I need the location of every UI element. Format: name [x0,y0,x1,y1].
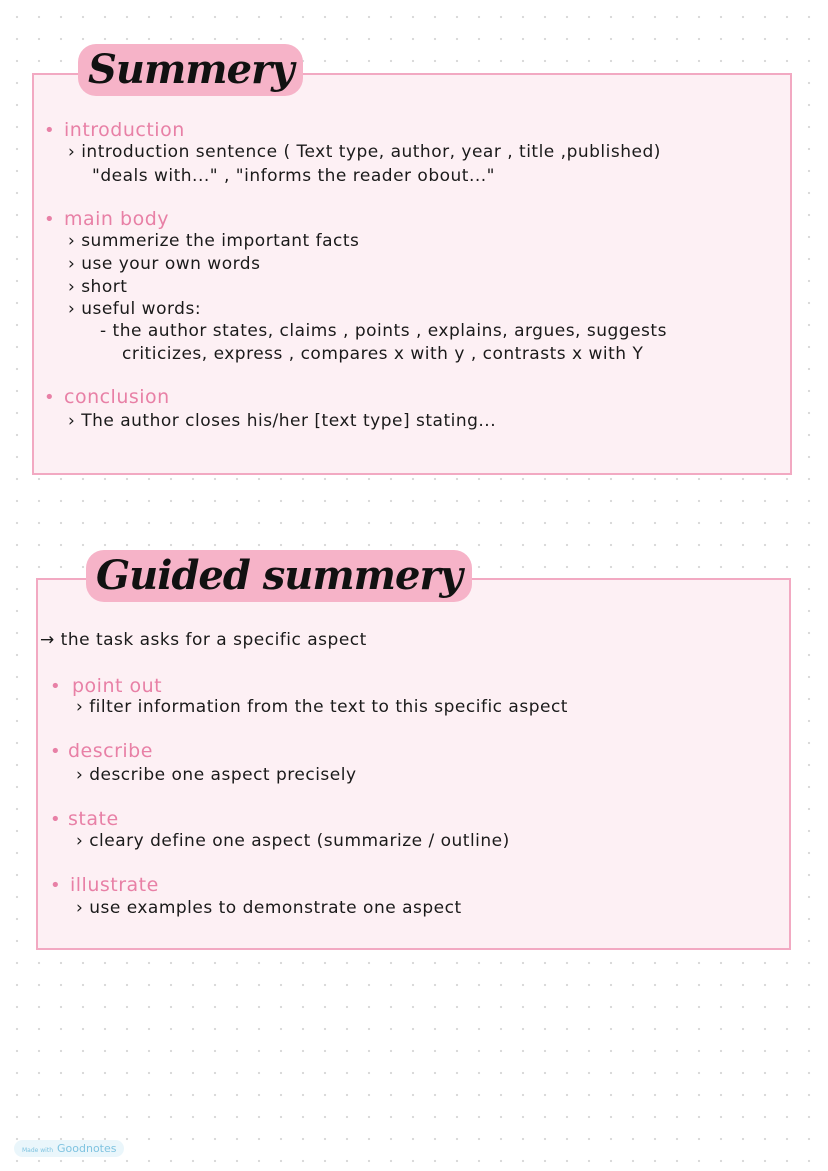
made-with-label: Made with [22,1147,53,1154]
heading-main-body: main body [64,208,170,230]
note-line: › use your own words [68,254,261,274]
note-line: › cleary define one aspect (summarize / outline) [76,831,510,851]
note-line: › useful words: [68,299,202,319]
heading-describe: describe [68,740,153,762]
note-line: › use examples to demonstrate one aspect [76,898,462,918]
note-line: › describe one aspect precisely [76,765,357,785]
note-line: → the task asks for a specific aspect [40,630,367,650]
heading-illustrate: illustrate [70,874,159,896]
note-line: › summerize the important facts [68,231,360,251]
bullet: • [44,387,55,408]
bullet: • [50,809,61,830]
heading-introduction: introduction [64,119,185,141]
heading-state: state [68,808,119,830]
goodnotes-badge [14,1140,124,1157]
note-line: - the author states, claims , points , explains, argues, suggests [100,321,667,341]
note-line: "deals with..." , "informs the reader obout..." [92,166,495,186]
note-line: › short [68,277,128,297]
note-line: › introduction sentence ( Text type, author, year , title ,published) [68,142,661,162]
note-line: › The author closes his/her [text type] stating... [68,411,497,431]
bullet: • [44,209,55,230]
heading-conclusion: conclusion [64,386,170,408]
guided-summary-title: Guided summery [86,550,472,602]
bullet: • [50,676,61,697]
bullet: • [50,875,61,896]
bullet: • [44,120,55,141]
brand-label: Goodnotes [57,1142,117,1155]
bullet: • [50,741,61,762]
heading-point-out: point out [72,675,163,697]
note-line: › filter information from the text to this specific aspect [76,697,568,717]
note-line: criticizes, express , compares x with y , contrasts x with Y [122,344,644,364]
summary-title: Summery [78,44,303,96]
